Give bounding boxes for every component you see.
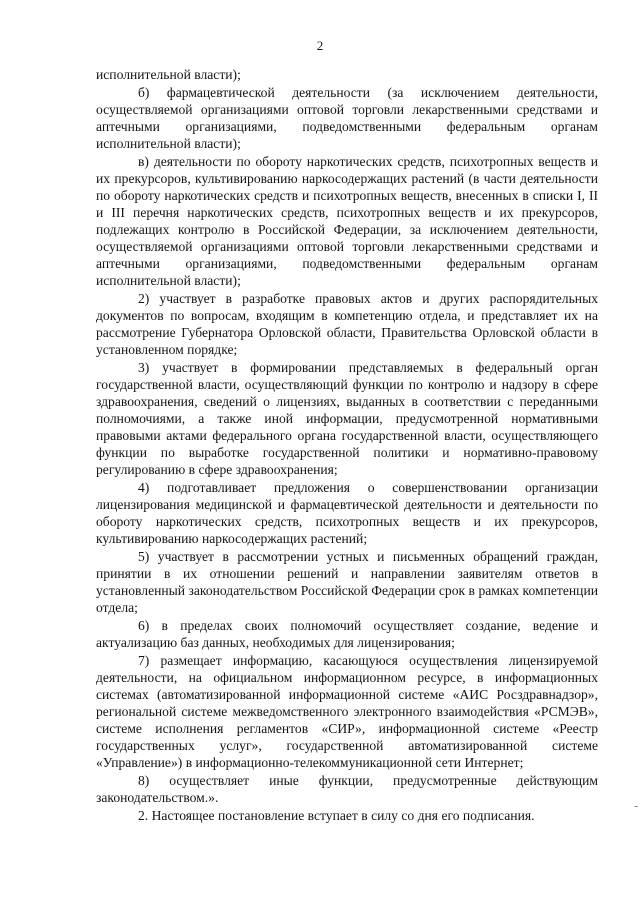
paragraph-item-8: 8) осуществляет иные функции, предусмотренные действующим законодательством.».: [96, 773, 598, 805]
paragraph-item-7: 7) размещает информацию, касающуюся осуществления лицензируемой деятельности, на официальном информационном ресурсе, в информационных системах (автоматизированной информационной системе «АИС Росздравнадзор», региональной системе межведомственного электронного взаимодействия «РСМЭВ», системе исполнения регламентов «СИР», информационной системе «Реестр государственных услуг», государственной автоматизированной системе «Управление») в информационно-телекоммуникационной сети Интернет;: [96, 653, 598, 770]
paragraph-item-3: 3) участвует в формировании представляемых в федеральный орган государственной власти, осуществляющий функции по контролю и надзору в сфере здравоохранения, сведений о лицензиях, выданных в соответствии с переданными полномочиями, а также иной информации, предусмотренной нормативными правовыми актами федерального органа государственной власти, осуществляющего функции по выработке государственной политики и нормативно-правовому регулированию в сфере здравоохранения;: [96, 360, 598, 477]
paragraph-item-b: б) фармацевтической деятельности (за исключением деятельности, осуществляемой организациями оптовой торговли лекарственными средствами и аптечными организациями, подведомственными федеральным органам исполнительной власти);: [96, 85, 598, 151]
paragraph-item-5: 5) участвует в рассмотрении устных и письменных обращений граждан, принятии в их отношении решений и направлении заявителям ответов в установленный законодательством Российской Федерации срок в рамках компетенции отдела;: [96, 549, 598, 615]
paragraph-item-v: в) деятельности по обороту наркотических средств, психотропных веществ и их прекурсоров, культивированию наркосодержащих растений (в части деятельности по обороту наркотических средств и психотропных веществ, внесенных в списки I, II и III перечня наркотических средств, психотропных веществ и их прекурсоров, подлежащих контролю в Российской Федерации, за исключением деятельности, осуществляемой организациями оптовой торговли лекарственными средствами и аптечными организациями, подведомственными федеральным органам исполнительной власти);: [96, 154, 598, 288]
margin-mark: -: [634, 800, 638, 812]
paragraph-item-2: 2) участвует в разработке правовых актов и других распорядительных документов по вопросам, входящим в компетенцию отдела, и представляет их на рассмотрение Губернатора Орловской области, Правительства Орловской области в установленном порядке;: [96, 291, 598, 357]
paragraph-item-6: 6) в пределах своих полномочий осуществляет создание, ведение и актуализацию баз данных, необходимых для лицензирования;: [96, 618, 598, 650]
paragraph-continuation: исполнительной власти);: [96, 67, 241, 82]
paragraph-clause-2: 2. Настоящее постановление вступает в силу со дня его подписания.: [138, 808, 535, 823]
paragraph-item-4: 4) подготавливает предложения о совершенствовании организации лицензирования медицинской и фармацевтической деятельности и деятельности по обороту наркотических средств, психотропных веществ и их прекурсоров, культивированию наркосодержащих растений;: [96, 480, 598, 546]
document-body: [96, 66, 598, 825]
page-number: 2: [316, 38, 324, 53]
